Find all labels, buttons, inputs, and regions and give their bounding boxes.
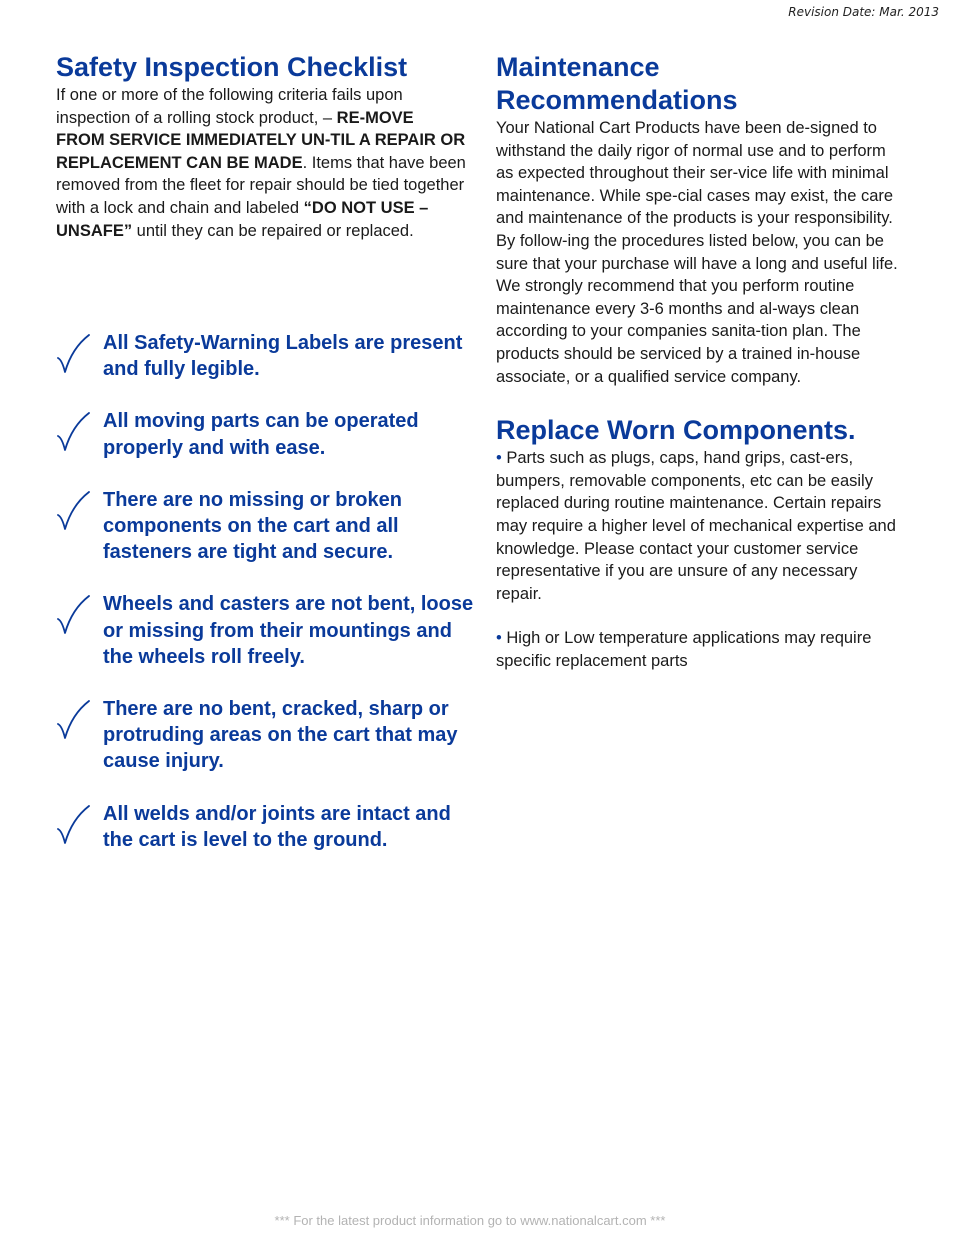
checklist-item-label: Wheels and casters are not bent, loose or missing from their mountings and the wheels roll freely.: [103, 593, 474, 668]
checklist-item: [56, 487, 476, 566]
safety-intro-text-2: . Items that have been removed from the fleet for repair should be tied together with a lock and chain and labeled: [56, 153, 466, 217]
checklist-item-label: There are no missing or broken components on the cart and all fasteners are tight and secure.: [103, 488, 402, 564]
safety-title: Safety Inspection Checklist: [56, 52, 408, 82]
revision-date: Revision Date: Mar. 2013: [788, 5, 939, 19]
safety-intro-text-3: until they can be repaired or replaced.: [132, 221, 414, 240]
maintenance-section: [496, 51, 906, 672]
checklist-item: [56, 696, 476, 775]
checkmark-icon: [56, 334, 90, 374]
maintenance-title: Maintenance Recommendations: [496, 52, 738, 115]
bullet-icon: •: [496, 629, 502, 648]
checklist-item: [56, 330, 476, 382]
replace-bullet-2-text: High or Low temperature applications may require specific replacement parts: [496, 629, 872, 670]
maintenance-body: Your National Cart Products have been de-signed to withstand the daily rigor of normal use and to perform as expected throughout their ser-vice life with minimal maintenance. While spe-cial cases may exist, the care and maintenance of the products is your responsibility. By follow-ing the procedures listed below, you can be sure that your purchase will have a long and useful life. We strongly recommend that you perform routine maintenance every 3-6 months and al-ways clean according to your companies sanita-tion plan. The products should be serviced by a trained in-house associate, or a qualified service company.: [496, 119, 898, 386]
replace-title: Replace Worn Components.: [496, 415, 856, 446]
checklist-item: [56, 591, 476, 670]
checkmark-icon: [56, 700, 90, 740]
checklist-item-label: There are no bent, cracked, sharp or protruding areas on the cart that may cause injury.: [103, 698, 458, 773]
checkmark-icon: [56, 595, 90, 635]
bullet-icon: •: [496, 449, 502, 468]
checklist-item-label: All Safety-Warning Labels are present and fully legible.: [103, 332, 463, 381]
checklist-item: [56, 801, 476, 853]
checklist-item-label: All welds and/or joints are intact and the cart is level to the ground.: [103, 802, 451, 851]
safety-intro-label: “DO NOT USE – UNSAFE”: [56, 198, 429, 240]
checklist-item: [56, 408, 476, 460]
safety-intro: [56, 84, 466, 242]
replace-bullet-2: [496, 627, 906, 672]
checkmark-icon: [56, 805, 90, 845]
checkmark-icon: [56, 491, 90, 531]
footer-note: *** For the latest product information go to www.nationalcart.com ***: [274, 1213, 666, 1228]
safety-intro-text-1: If one or more of the following criteria fails upon inspection of a rolling stock product, –: [56, 86, 403, 127]
checkmark-icon: [56, 412, 90, 452]
checklist-item-label: All moving parts can be operated properly and with ease.: [103, 410, 419, 459]
safety-section: [56, 51, 466, 242]
safety-checklist: [56, 330, 476, 879]
safety-intro-warning: RE-MOVE FROM SERVICE IMMEDIATELY UN-TIL A REPAIR OR REPLACEMENT CAN BE MADE: [56, 108, 466, 172]
replace-bullet-1: [496, 447, 906, 605]
replace-bullet-1-text: Parts such as plugs, caps, hand grips, cast-ers, bumpers, removable components, etc can be easily replaced during routine maintenance. Certain repairs may require a higher level of mechanical expertise and knowledge. Please contact your customer service representative if you are unsure of any necessary repair.: [496, 449, 896, 603]
